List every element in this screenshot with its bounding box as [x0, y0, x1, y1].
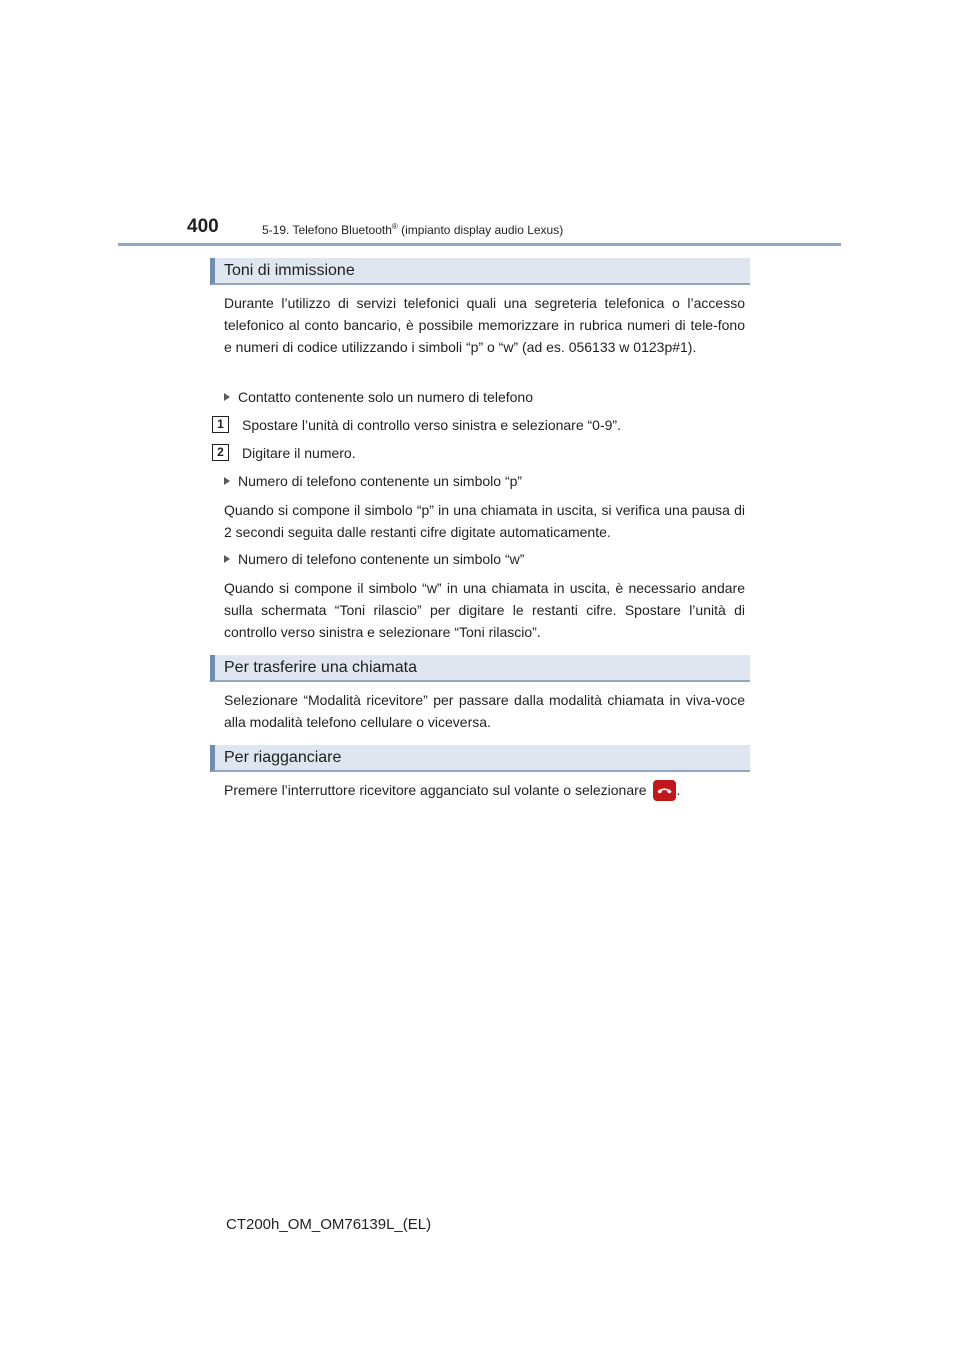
footer-code: CT200h_OM_OM76139L_(EL) [226, 1216, 432, 1233]
paragraph-transfer: Selezionare “Modalità ricevitore” per passare dalla modalità chiamata in viva-voce alla modalità telefono cellulare o viceversa. [224, 692, 745, 730]
paragraph-hangup [224, 779, 745, 801]
bullet-text: Numero di telefono contenente un simbolo “p” [238, 473, 523, 489]
section-heading-trasferire [210, 655, 750, 682]
hangup-text: Premere l’interruttore ricevitore agganciato sul volante o selezionare [224, 782, 647, 798]
step-badge: 2 [212, 444, 229, 461]
section-title: Per riagganciare [224, 749, 342, 766]
section-heading-toni [210, 258, 750, 285]
paragraph-intro: Durante l’utilizzo di servizi telefonici quali una segreteria telefonica o l’accesso telefonico al conto bancario, è possibile memorizzare in rubrica numeri di tele-fono e numeri di codice utilizzando i simboli “p” o “w” (ad es. 056133 w 0123p#1). [224, 295, 745, 355]
hangup-end-punct: . [676, 782, 681, 798]
bullet-text: Numero di telefono contenente un simbolo “w” [238, 551, 525, 567]
paragraph-w-symbol: Quando si compone il simbolo “w” in una chiamata in uscita, è necessario andare sulla schermata “Toni rilascio” per digitare le restanti cifre. Spostare l’unità di controllo verso sinistra e selezionare “Toni rilascio”. [224, 580, 745, 640]
page-number: 400 [187, 216, 219, 237]
phone-hangup-icon [653, 780, 676, 801]
triangle-bullet-icon [224, 393, 230, 401]
step-text: Digitare il numero. [242, 445, 356, 461]
bullet-text: Contatto contenente solo un numero di telefono [238, 389, 533, 405]
section-title: Per trasferire una chiamata [224, 659, 417, 676]
paragraph-p-symbol: Quando si compone il simbolo “p” in una chiamata in uscita, si verifica una pausa di 2 secondi seguita dalle restanti cifre digitate automaticamente. [224, 502, 745, 540]
bullet-item [224, 386, 533, 408]
step-text: Spostare l’unità di controllo verso sinistra e selezionare “0-9”. [242, 417, 621, 433]
step-badge: 1 [212, 416, 229, 433]
chapter-subtitle: (impianto display audio Lexus) [397, 223, 564, 237]
registered-mark: ® [391, 222, 398, 231]
triangle-bullet-icon [224, 477, 230, 485]
bullet-item [224, 470, 522, 492]
section-title: Toni di immissione [224, 262, 355, 279]
chapter-title: 5-19. Telefono Bluetooth [262, 223, 392, 237]
section-heading-riagganciare [210, 745, 750, 772]
header-rule [118, 243, 841, 246]
running-head [262, 222, 563, 237]
triangle-bullet-icon [224, 555, 230, 563]
bullet-item [224, 548, 524, 570]
